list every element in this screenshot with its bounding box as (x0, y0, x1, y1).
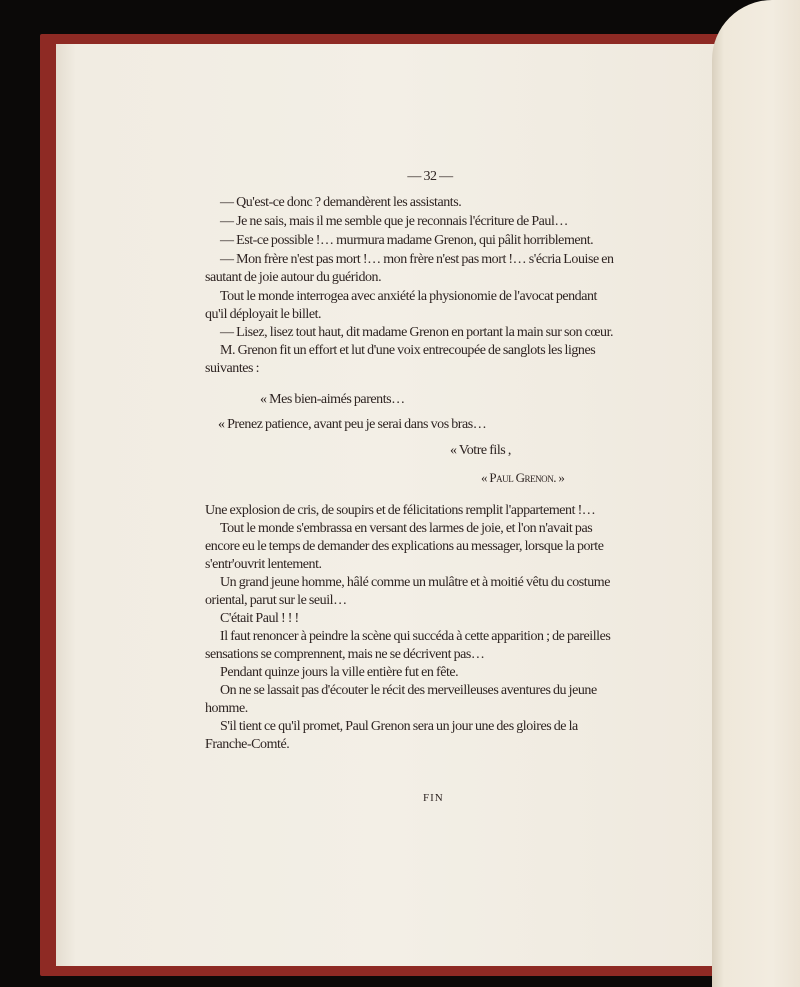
text-line: M. Grenon fit un effort et lut d'une voix entrecoupée de sanglots les lignes (220, 343, 596, 358)
text-line: Franche-Comté. (205, 737, 290, 752)
text-line: sensations se comprennent, mais ne se décrivent pas… (205, 647, 485, 662)
text-line: — Je ne sais, mais il me semble que je reconnais l'écriture de Paul… (220, 214, 568, 229)
text-line: — Mon frère n'est pas mort !… mon frère n'est pas mort !… s'écria Louise en (220, 252, 614, 267)
text-line: Tout le monde interrogea avec anxiété la physionomie de l'avocat pendant (220, 289, 597, 304)
text-line: Un grand jeune homme, hâlé comme un mulâtre et à moitié vêtu du costume (220, 575, 610, 590)
text-line: oriental, parut sur le seuil… (205, 593, 347, 608)
letter-signature: « Paul Grenon. » (481, 470, 565, 485)
text-line: Tout le monde s'embrassa en versant des larmes de joie, et l'on n'avait pas (220, 521, 593, 536)
text-line: Une explosion de cris, de soupirs et de félicitations remplit l'appartement !… (205, 503, 596, 518)
text-line: — Est-ce possible !… murmura madame Grenon, qui pâlit horriblement. (220, 233, 594, 248)
letter-line: « Prenez patience, avant peu je serai dans vos bras… (218, 417, 487, 432)
text-line: On ne se lassait pas d'écouter le récit des merveilleuses aventures du jeune (220, 683, 597, 698)
text-line: homme. (205, 701, 248, 716)
text-line: qu'il déployait le billet. (205, 307, 322, 322)
letter-line: « Mes bien-aimés parents… (260, 392, 405, 407)
text-line: — Qu'est-ce donc ? demandèrent les assistants. (220, 195, 462, 210)
text-line: Il faut renoncer à peindre la scène qui succéda à cette apparition ; de pareilles (220, 629, 611, 644)
text-line: sautant de joie autour du guéridon. (205, 270, 382, 285)
text-line: Pendant quinze jours la ville entière fut en fête. (220, 665, 459, 680)
end-marker: FIN (423, 792, 444, 804)
text-line: C'était Paul ! ! ! (220, 611, 299, 626)
text-line: s'entr'ouvrit lentement. (205, 557, 322, 572)
page-number: — 32 — (407, 169, 453, 184)
text-line: encore eu le temps de demander des explications au messager, lorsque la porte (205, 539, 604, 554)
facing-page-edge (712, 0, 800, 987)
text-line: suivantes : (205, 361, 260, 376)
letter-line: « Votre fils , (450, 443, 511, 458)
text-line: — Lisez, lisez tout haut, dit madame Grenon en portant la main sur son cœur. (220, 325, 614, 340)
text-line: S'il tient ce qu'il promet, Paul Grenon sera un jour une des gloires de la (220, 719, 578, 734)
